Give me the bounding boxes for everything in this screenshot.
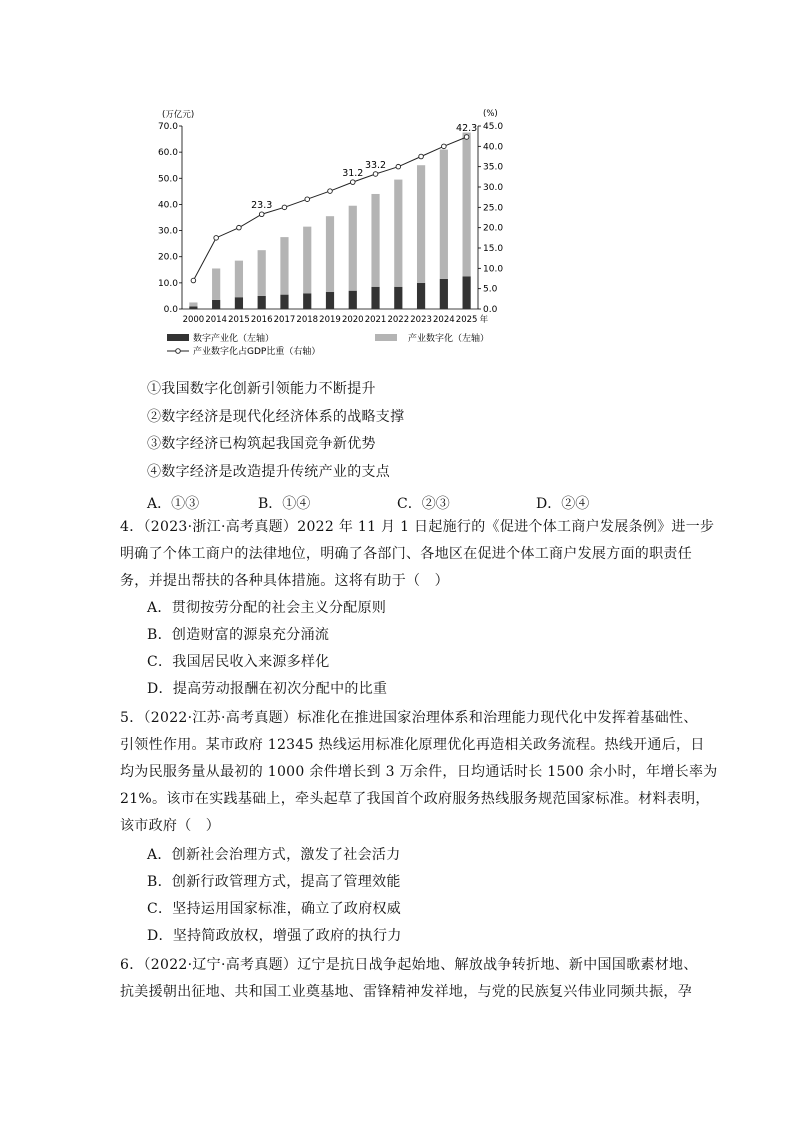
x-axis-tick-label: 2014 bbox=[205, 315, 227, 325]
right-axis-tick-label: 0.0 bbox=[483, 305, 498, 315]
x-axis-tick-label: 2023 bbox=[410, 315, 432, 325]
x-axis-tick-label: 2019 bbox=[319, 315, 341, 325]
gdp-share-point bbox=[214, 236, 219, 241]
x-axis-tick-label: 2000 bbox=[182, 315, 205, 325]
left-axis-tick-label: 10.0 bbox=[157, 278, 178, 289]
gdp-share-data-label: 42.3 bbox=[456, 122, 478, 134]
bar-digital-industrialization bbox=[440, 279, 448, 309]
right-axis-tick-label: 45.0 bbox=[483, 122, 504, 132]
bar-digital-industrialization bbox=[280, 295, 288, 309]
gdp-share-point bbox=[191, 278, 196, 283]
bar-industrial-digitalization bbox=[280, 237, 288, 295]
gdp-share-point bbox=[305, 197, 310, 202]
bar-industrial-digitalization bbox=[440, 150, 448, 279]
statement-1: ①我国数字化创新引领能力不断提升 bbox=[147, 381, 376, 397]
bar-industrial-digitalization bbox=[189, 302, 197, 306]
right-axis-tick-label: 10.0 bbox=[483, 264, 504, 275]
x-axis-tick-label: 2021 bbox=[364, 315, 387, 325]
x-axis-tick-label: 2015 bbox=[228, 315, 250, 325]
q4-stem-line-1: 4．（2023·浙江·高考真题）2022 年 11 月 1 日起施行的《促进个体工商户发展条例》进一步 bbox=[120, 519, 715, 535]
gdp-share-point bbox=[464, 135, 469, 140]
q5-stem-line-5: 该市政府（ ） bbox=[120, 818, 221, 834]
x-axis-tick-label: 2022 bbox=[387, 315, 410, 325]
q5-stem-line-3: 均为民服务量从最初的 1000 余件增长到 3 万余件，日均通话时长 1500 余小时，年增长率为 bbox=[120, 764, 718, 780]
bar-industrial-digitalization bbox=[349, 206, 357, 291]
statement-4: ④数字经济是改造提升传统产业的支点 bbox=[147, 464, 391, 480]
x-axis-tick-label: 2017 bbox=[273, 315, 296, 325]
q4-stem-line-2: 明确了个体工商户的法律地位，明确了各部门、各地区在促进个体工商户发展方面的职责任 bbox=[120, 546, 692, 562]
left-axis-tick-label: 30.0 bbox=[157, 226, 178, 237]
q4-option-a[interactable]: A．贯彻按劳分配的社会主义分配原则 bbox=[147, 600, 387, 616]
right-axis-tick-label: 5.0 bbox=[483, 284, 498, 295]
legend-label-industrial-digitalization: 产业数字化（左轴） bbox=[408, 334, 490, 344]
right-axis-unit: (%) bbox=[483, 109, 498, 119]
bar-digital-industrialization bbox=[258, 296, 266, 309]
q4-stem-line-3: 务，并提出帮扶的各种具体措施。这将有助于（ ） bbox=[120, 573, 449, 589]
legend-label-gdp-share: 产业数字化占GDP比重（右轴） bbox=[193, 347, 321, 357]
x-axis-tick-label: 2020 bbox=[341, 315, 364, 325]
bar-digital-industrialization bbox=[349, 291, 357, 309]
bar-digital-industrialization bbox=[212, 300, 220, 309]
bar-digital-industrialization bbox=[417, 283, 425, 309]
gdp-share-point bbox=[328, 189, 333, 194]
x-axis-tick-label: 2016 bbox=[250, 315, 273, 325]
bar-industrial-digitalization bbox=[212, 268, 220, 299]
left-axis-tick-label: 70.0 bbox=[157, 122, 178, 132]
gdp-share-point bbox=[259, 212, 264, 217]
right-axis-tick-label: 20.0 bbox=[483, 223, 504, 234]
q4-option-c[interactable]: C．我国居民收入来源多样化 bbox=[147, 654, 330, 670]
gdp-share-data-label: 23.3 bbox=[251, 200, 273, 212]
gdp-share-point bbox=[350, 180, 355, 185]
x-axis-tick-label: 2018 bbox=[296, 315, 319, 325]
bar-industrial-digitalization bbox=[303, 227, 311, 294]
left-axis-tick-label: 0.0 bbox=[163, 305, 178, 315]
bar-digital-industrialization bbox=[189, 306, 197, 309]
bar-industrial-digitalization bbox=[417, 165, 425, 283]
left-axis-unit: (万亿元) bbox=[162, 110, 195, 120]
q3-option-a[interactable]: A．①③ bbox=[147, 496, 200, 512]
q3-option-d[interactable]: D．②④ bbox=[536, 496, 590, 512]
gdp-share-point bbox=[419, 154, 424, 159]
bar-industrial-digitalization bbox=[394, 180, 402, 287]
q5-stem-line-2: 引领性作用。某市政府 12345 热线运用标准化原理优化再造相关政务流程。热线开通后，日 bbox=[120, 737, 705, 753]
gdp-share-data-label: 33.2 bbox=[364, 159, 387, 171]
statement-2: ②数字经济是现代化经济体系的战略支撑 bbox=[147, 409, 405, 425]
x-axis-tick-label: 2024 bbox=[433, 315, 455, 325]
legend-swatch-industrial-digitalization bbox=[375, 334, 397, 341]
q5-option-d[interactable]: D．坚持简政放权，增强了政府的执行力 bbox=[147, 928, 402, 944]
gdp-share-data-label: 31.2 bbox=[342, 168, 364, 180]
q5-stem-line-1: 5．（2022·江苏·高考真题）标准化在推进国家治理体系和治理能力现代化中发挥着基础性、 bbox=[120, 710, 698, 726]
q5-stem-line-4: 21%。该市在实践基础上，牵头起草了我国首个政府服务热线服务规范国家标准。材料表明， bbox=[120, 791, 710, 807]
left-axis-tick-label: 50.0 bbox=[157, 174, 178, 185]
bar-digital-industrialization bbox=[371, 287, 379, 309]
legend-label-digital-industrialization: 数字产业化（左轴） bbox=[193, 334, 275, 344]
bar-industrial-digitalization bbox=[463, 133, 471, 277]
digital-economy-chart bbox=[150, 100, 510, 365]
q3-option-c[interactable]: C．②③ bbox=[397, 496, 450, 512]
bar-digital-industrialization bbox=[394, 287, 402, 309]
bar-industrial-digitalization bbox=[326, 216, 334, 292]
statement-3: ③数字经济已构筑起我国竞争新优势 bbox=[147, 436, 376, 452]
left-axis-tick-label: 40.0 bbox=[157, 200, 178, 211]
bar-industrial-digitalization bbox=[235, 261, 243, 298]
q6-stem-line-1: 6．（2022·辽宁·高考真题）辽宁是抗日战争起始地、解放战争转折地、新中国国歌素材地、 bbox=[120, 957, 698, 973]
x-axis-unit-suffix: 年 bbox=[479, 315, 489, 325]
bar-digital-industrialization bbox=[326, 292, 334, 309]
gdp-share-point bbox=[396, 164, 401, 169]
gdp-share-point bbox=[237, 225, 242, 230]
q5-option-a[interactable]: A．创新社会治理方式，激发了社会活力 bbox=[147, 847, 401, 863]
gdp-share-point bbox=[282, 205, 287, 210]
right-axis-tick-label: 40.0 bbox=[483, 142, 504, 153]
x-axis-tick-label: 2025 bbox=[455, 315, 478, 325]
right-axis-tick-label: 35.0 bbox=[483, 162, 504, 173]
q4-option-d[interactable]: D．提高劳动报酬在初次分配中的比重 bbox=[147, 681, 388, 697]
legend-swatch-digital-industrialization bbox=[167, 334, 189, 341]
q4-option-b[interactable]: B．创造财富的源泉充分涌流 bbox=[147, 627, 330, 643]
gdp-share-point bbox=[442, 144, 447, 149]
gdp-share-point bbox=[373, 172, 378, 177]
legend-swatch-point bbox=[176, 349, 181, 354]
right-axis-tick-label: 15.0 bbox=[483, 244, 504, 254]
q3-option-b[interactable]: B．①④ bbox=[258, 496, 311, 512]
right-axis-tick-label: 25.0 bbox=[483, 203, 504, 214]
bar-digital-industrialization bbox=[235, 297, 243, 309]
bar-digital-industrialization bbox=[303, 293, 311, 309]
right-axis-tick-label: 30.0 bbox=[483, 183, 504, 193]
q5-option-c[interactable]: C．坚持运用国家标准，确立了政府权威 bbox=[147, 901, 402, 917]
left-axis-tick-label: 20.0 bbox=[157, 252, 178, 263]
q5-option-b[interactable]: B．创新行政管理方式，提高了管理效能 bbox=[147, 874, 401, 890]
left-axis-tick-label: 60.0 bbox=[157, 148, 178, 159]
bar-digital-industrialization bbox=[463, 276, 471, 309]
bar-industrial-digitalization bbox=[371, 194, 379, 287]
q6-stem-line-2: 抗美援朝出征地、共和国工业奠基地、雷锋精神发祥地，与党的民族复兴伟业同频共振，孕 bbox=[120, 984, 692, 1000]
bar-industrial-digitalization bbox=[258, 250, 266, 296]
